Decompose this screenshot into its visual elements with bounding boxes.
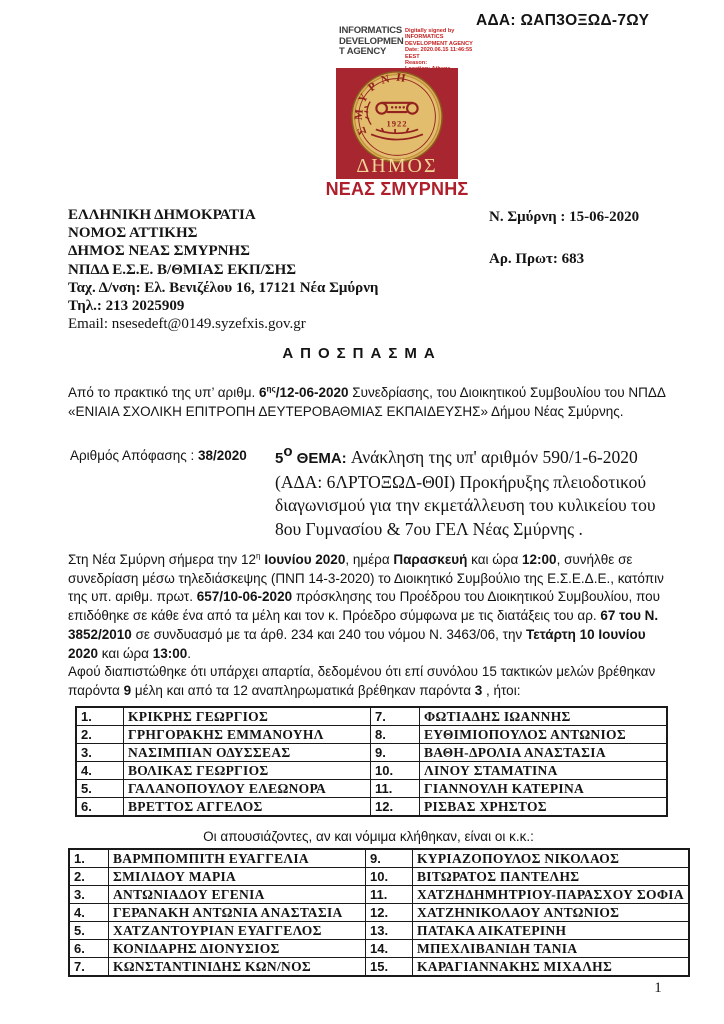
- member-number: 11.: [366, 886, 413, 904]
- member-name: ΕΥΘΙΜΙΟΠΟΥΛΟΣ ΑΝΤΩΝΙΟΣ: [420, 726, 668, 744]
- table-row: [76, 707, 667, 726]
- table-row: [76, 762, 667, 780]
- member-number: 1.: [76, 707, 124, 726]
- table-row: [76, 798, 667, 817]
- member-name: ΧΑΤΖΗΝΙΚΟΛΑΟΥ ΑΝΤΩΝΙΟΣ: [413, 904, 689, 922]
- member-name: ΦΩΤΙΑΔΗΣ ΙΩΑΝΝΗΣ: [420, 707, 668, 726]
- svg-text:1922: 1922: [386, 118, 408, 129]
- session-paragraph: [68, 551, 669, 701]
- member-name: ΒΙΤΩΡΑΤΟΣ ΠΑΝΤΕΛΗΣ: [413, 868, 689, 886]
- extract-title: ΑΠΟΣΠΑΣΜΑ: [282, 345, 442, 362]
- authority-lines: ΕΛΛΗΝΙΚΗ ΔΗΜΟΚΡΑΤΙΑ ΝΟΜΟΣ ΑΤΤΙΚΗΣ ΔΗΜΟΣ ΝΕΑΣ ΣΜΥΡΝΗΣ ΝΠΔΔ Ε.Σ.Ε. Β/ΘΜΙΑΣ ΕΚΠ/ΣΗΣ Ταχ. Δ/νση: Ελ. Βενιζέλου 16, 17121 Νέα Σμύρνη Τηλ.: 213 2025909: [68, 207, 379, 315]
- member-name: ΚΡΙΚΡΗΣ ΓΕΩΡΓΙΟΣ: [124, 707, 371, 726]
- table-row: [76, 780, 667, 798]
- member-number: 15.: [366, 958, 413, 977]
- member-name: ΜΠΕΧΛΙΒΑΝΙΔΗ ΤΑΝΙΑ: [413, 940, 689, 958]
- member-name: ΧΑΤΖΑΝΤΟΥΡΙΑΝ ΕΥΑΓΓΕΛΟΣ: [109, 922, 366, 940]
- member-name: ΣΜΙΛΙΔΟΥ ΜΑΡΙΑ: [109, 868, 366, 886]
- session-paragraph-2: Αφού διαπιστώθηκε ότι υπάρχει απαρτία, δεδομένου ότι επί συνόλου 15 τακτικών μελών βρέθηκαν παρόντα 9 μέλη και από τα 12 αναπληρωματικά βρέθηκαν παρόντα 3 , ήτοι:: [68, 664, 656, 698]
- member-name: ΡΙΣΒΑΣ ΧΡΗΣΤΟΣ: [420, 798, 668, 817]
- document-date-line: Ν. Σμύρνη : 15-06-2020: [489, 209, 640, 225]
- table-row: [69, 922, 689, 940]
- member-number: 13.: [366, 922, 413, 940]
- member-name: ΓΑΛΑΝΟΠΟΥΛΟΥ ΕΛΕΩΝΟΡΑ: [124, 780, 371, 798]
- decision-number-label: Αριθμός Απόφασης :: [70, 448, 198, 463]
- member-name: ΚΩΝΣΤΑΝΤΙΝΙΔΗΣ ΚΩΝ/ΝΟΣ: [109, 958, 366, 977]
- member-name: ΓΕΡΑΝΑΚΗ ΑΝΤΩΝΙΑ ΑΝΑΣΤΑΣΙΑ: [109, 904, 366, 922]
- member-number: 10.: [366, 868, 413, 886]
- municipal-seal-icon: [349, 69, 445, 165]
- member-name: ΒΑΘΗ-ΔΡΟΛΙΑ ΑΝΑΣΤΑΣΙΑ: [420, 744, 668, 762]
- digital-signature-details: Digitally signed by INFORMATICS DEVELOPMENT AGENCY Date: 2020.06.15 11:46:55 EEST Reason:: [405, 28, 473, 67]
- absent-members-heading: Οι απουσιάζοντες, αν και νόμιμα κλήθηκαν, είναι οι κ.κ.:: [203, 829, 534, 844]
- member-number: 2.: [76, 726, 124, 744]
- table-row: [69, 940, 689, 958]
- member-number: 9.: [366, 849, 413, 868]
- member-number: 8.: [371, 726, 420, 744]
- member-number: 10.: [371, 762, 420, 780]
- member-name: ΧΑΤΖΗΔΗΜΗΤΡΙΟΥ-ΠΑΡΑΣΧΟΥ ΣΟΦΙΑ: [413, 886, 689, 904]
- member-number: 6.: [76, 798, 124, 817]
- intro-paragraph: Από το πρακτικό της υπ’ αριθμ. $6^{\eta\varsigma}/12-06-2020$ Συνεδρίασης, του Διοικητικού Συμβουλίου του ΝΠΔΔ «ΕΝΙΑΙΑ ΣΧΟΛΙΚΗ ΕΠΙΤΡΟΠΗ ΔΕΥΤΕΡΟΒΑΘΜΙΑΣ ΕΚΠΑΙΔΕΥΣΗΣ» Δήμου Νέας Σμύρνης.: [68, 384, 666, 419]
- ada-number: ΑΔΑ: ΩΑΠ3ΟΞΩΔ-7ΩΥ: [476, 12, 650, 29]
- session-paragraph-1: Στη Νέα Σμύρνη σήμερα την $12^\eta$ Ιουνίου 2020, ημέρα Παρασκευή και ώρα 12:00, συνήλθε σε συνεδρίαση μέσω τηλεδιάσκεψης (ΠΝΠ 14-3-2020) το Διοικητικό Συμβούλιο της Ε.Σ.Ε.Δ.Ε., κατόπιν της υπ. αριθμ. πρωτ. 657/10-06-2020 πρόσκλησης του Προέδρου του Διοικητικού Συμβουλίου, που επιδόθηκε σε κάθε ένα από τα μέλη και τον κ. Πρόεδρο σύμφωνα με τις διατάξεις του αρ. 67 του Ν. 3852/2010 σε συνδυασμό με τα άρθ. 234 και 240 του νόμου Ν. 3463/06, την Τετάρτη 10 Ιουνίου 2020 και ώρα 13:00.: [68, 551, 664, 661]
- issuing-authority-block: [68, 206, 378, 333]
- member-name: ΑΝΤΩΝΙΑΔΟΥ ΕΓΕΝΙΑ: [109, 886, 366, 904]
- table-row: [69, 868, 689, 886]
- logo-municipality-name: ΝΕΑΣ ΣΜΥΡΝΗΣ: [325, 179, 469, 199]
- email-line: Email: nsesedeft@0149.syzefxis.gov.gr: [68, 316, 306, 333]
- member-number: 12.: [371, 798, 420, 817]
- absent-members-table: [68, 848, 690, 977]
- member-number: 9.: [371, 744, 420, 762]
- table-row: [69, 886, 689, 904]
- member-number: 12.: [366, 904, 413, 922]
- member-number: 1.: [69, 849, 109, 868]
- digital-signature-agency: INFORMATICS DEVELOPMEN T AGENCY: [339, 25, 404, 57]
- member-number: 3.: [69, 886, 109, 904]
- logo-municipality-label: ΔΗΜΟΣ: [356, 155, 438, 177]
- member-name: ΚΟΝΙΔΑΡΗΣ ΔΙΟΝΥΣΙΟΣ: [109, 940, 366, 958]
- member-number: 5.: [69, 922, 109, 940]
- member-number: 5.: [76, 780, 124, 798]
- topic-heading: $5^o$ ΘΕΜΑ: Ανάκληση της υπ' αριθμόν 590/1-6-2020 (ΑΔΑ: 6ΛΡΤΟΞΩΔ-Θ0Ι) Προκήρυξης πλειοδοτικού διαγωνισμού για την εκμετάλλευση του κυλικείου του 8ου Γυμνασίου & 7ου ΓΕΛ Νέας Σμύρνης .: [275, 443, 656, 539]
- table-row: [69, 904, 689, 922]
- member-number: 4.: [76, 762, 124, 780]
- page-number: 1: [654, 980, 662, 996]
- member-number: 11.: [371, 780, 420, 798]
- member-number: 4.: [69, 904, 109, 922]
- member-name: ΒΑΡΜΠΟΜΠΙΤΗ ΕΥΑΓΓΕΛΙΑ: [109, 849, 366, 868]
- member-number: 2.: [69, 868, 109, 886]
- table-row: [76, 726, 667, 744]
- svg-text:ΣΜΥΡΝΗ: ΣΜΥΡΝΗ: [352, 71, 412, 137]
- member-name: ΚΑΡΑΓΙΑΝΝΑΚΗΣ ΜΙΧΑΛΗΣ: [413, 958, 689, 977]
- present-members-table: [75, 706, 668, 817]
- member-number: 6.: [69, 940, 109, 958]
- protocol-number-line: Αρ. Πρωτ: 683: [489, 251, 585, 267]
- member-name: ΛΙΝΟΥ ΣΤΑΜΑΤΙΝΑ: [420, 762, 668, 780]
- table-row: [76, 744, 667, 762]
- member-name: ΒΟΛΙΚΑΣ ΓΕΩΡΓΙΟΣ: [124, 762, 371, 780]
- table-row: [69, 849, 689, 868]
- member-number: 7.: [371, 707, 420, 726]
- member-name: ΓΡΗΓΟΡΑΚΗΣ ΕΜΜΑΝΟΥΗΛ: [124, 726, 371, 744]
- table-row: [69, 958, 689, 977]
- member-name: ΠΑΤΑΚΑ ΑΙΚΑΤΕΡΙΝΗ: [413, 922, 689, 940]
- member-number: 3.: [76, 744, 124, 762]
- member-name: ΒΡΕΤΤΟΣ ΑΓΓΕΛΟΣ: [124, 798, 371, 817]
- municipality-logo: [336, 68, 458, 179]
- decision-number-value: 38/2020: [197, 448, 247, 463]
- member-name: ΝΑΣΙΜΠΙΑΝ ΟΔΥΣΣΕΑΣ: [124, 744, 371, 762]
- decision-number-line: [70, 448, 247, 463]
- member-number: 7.: [69, 958, 109, 977]
- member-name: ΚΥΡΙΑΖΟΠΟΥΛΟΣ ΝΙΚΟΛΑΟΣ: [413, 849, 689, 868]
- member-number: 14.: [366, 940, 413, 958]
- member-name: ΓΙΑΝΝΟΥΛΗ ΚΑΤΕΡΙΝΑ: [420, 780, 668, 798]
